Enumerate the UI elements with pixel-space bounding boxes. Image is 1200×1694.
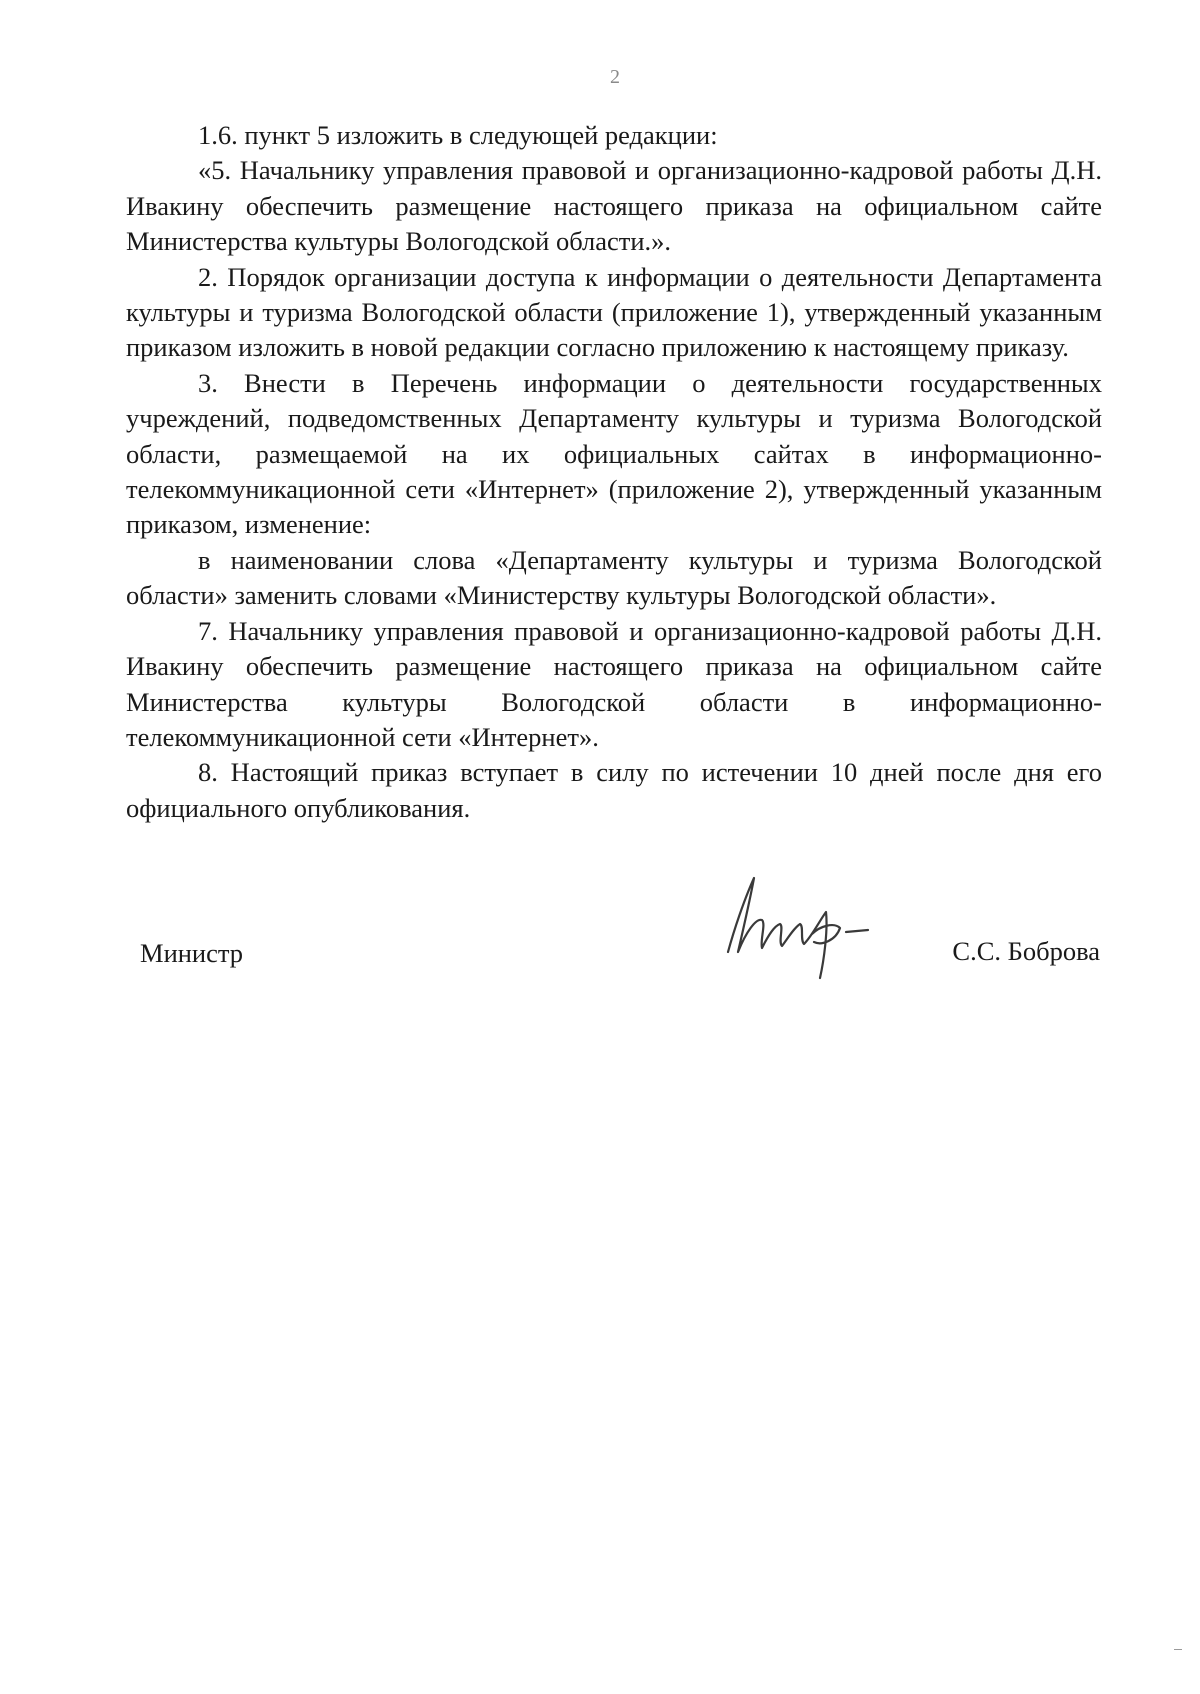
handwritten-signature xyxy=(710,860,880,980)
paragraph-8: 8. Настоящий приказ вступает в силу по истечении 10 дней после дня его официального опубликования. xyxy=(126,757,1102,823)
paragraph-3-amendment: в наименовании слова «Департаменту культуры и туризма Вологодской области» заменить словами «Министерству культуры Вологодской области». xyxy=(126,544,1102,611)
paragraph-2: 2. Порядок организации доступа к информации о деятельности Департамента культуры и туризма Вологодской области (приложение 1), утвержденный указанным приказом изложить в новой редакции согласно приложению к настоящему приказу. xyxy=(126,261,1102,363)
paragraph-7: 7. Начальнику управления правовой и организационно-кадровой работы Д.Н. Ивакину обеспечить размещение настоящего приказа на официальном сайте Министерства культуры Вологодской области в информационно-телекоммуникационной сети «Интернет». xyxy=(126,615,1102,752)
scan-edge-mark xyxy=(1174,1649,1182,1650)
paragraph-1-6: 1.6. пункт 5 изложить в следующей редакции: xyxy=(198,120,718,150)
paragraph-quoted-item-5: «5. Начальнику управления правовой и организационно-кадровой работы Д.Н. Ивакину обеспечить размещение настоящего приказа на официальном сайте Министерства культуры Вологодской области.». xyxy=(126,155,1102,257)
signatory-name: С.С. Боброва xyxy=(952,936,1100,966)
signatory-position: Министр xyxy=(140,938,244,968)
document-body xyxy=(126,118,1102,826)
paragraph-3: 3. Внести в Перечень информации о деятельности государственных учреждений, подведомственных Департаменту культуры и туризма Вологодской области, размещаемой на их официальных сайтах в информационно-телекоммуникационной сети «Интернет» (приложение 2), утвержденный указанным приказом, изменение: xyxy=(126,367,1102,540)
signature-block xyxy=(140,920,1100,980)
page-number: 2 xyxy=(610,66,620,88)
